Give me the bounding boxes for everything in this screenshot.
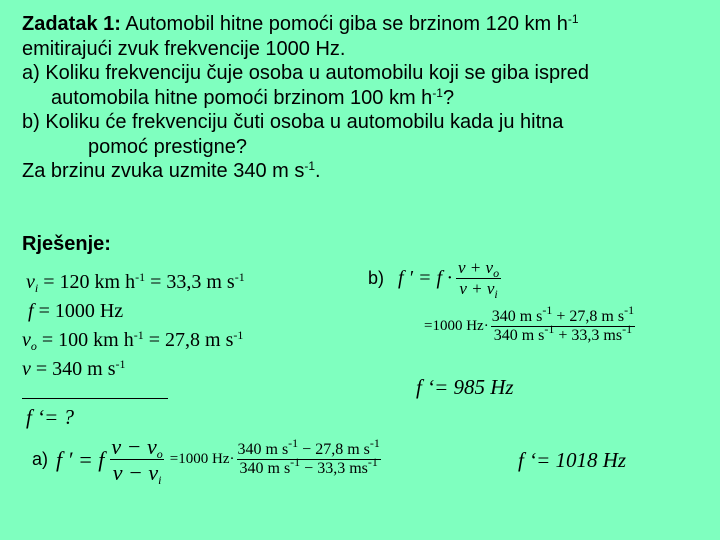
part-b-symbolic-fraction: $\frac{v + v_o}{v + v_i}$ <box>458 258 500 301</box>
problem-line-2: emitirajući zvuk frekvencije 1000 Hz. <box>22 37 346 60</box>
problem-line-5: b) Koliku će frekvenciju čuti osoba u automobilu kada ju hitna <box>22 111 564 133</box>
given-divider <box>22 398 168 399</box>
part-b-lhs: f ′ = f · <box>398 266 452 289</box>
problem-line-4: automobila hitne pomoći brzinom 100 km $h^{-1}$? <box>51 85 455 109</box>
problem-line-7: Za brzinu zvuka uzmite 340 m $s^{-1}$. <box>22 159 321 182</box>
solution-heading: Rješenje: <box>22 233 111 255</box>
problem-line-6: pomoć prestigne? <box>88 135 247 158</box>
part-b-numeric-fraction: $\frac{340 m s^{-1} + 27,8 m s^{-1}}{340 m s^{-1} + 33,3 ms^{-1}}$ <box>491 303 635 345</box>
problem-statement <box>22 12 589 184</box>
given-v: v = 340 m $s^{-1}$ <box>22 357 126 380</box>
part-b-substitution: =1000 Hz· $\frac{340 m s^{-1} + 27,8 m s^{-1}}{340 m s^{-1} + 33,3 ms^{-1}}$ <box>424 308 637 346</box>
task-label: Zadatak 1: <box>22 13 121 35</box>
part-b-formula <box>368 258 502 301</box>
unknown-quantity: f ‘= ? <box>26 405 74 429</box>
problem-line-1: Zadatak 1: Automobil hitne pomoći giba se brzinom 120 km $h^{-1}$ <box>22 12 579 35</box>
part-b-result: f ‘= 985 Hz <box>416 375 514 399</box>
given-vo: $v_o = 100$ km $h^{-1} = 27,8$ m $s^{-1}$ <box>22 328 244 353</box>
problem-line-3: a) Koliku frekvenciju čuje osoba u automobilu koji se giba ispred <box>22 62 589 84</box>
part-a-label: a) <box>32 449 49 470</box>
part-a-substitution: =1000 Hz· <box>169 451 235 468</box>
given-vi: $v_i = 120$ km $h^{-1} = 33,3$ m $s^{-1}$ <box>26 270 245 295</box>
part-a-formula <box>32 434 383 486</box>
part-a-symbolic-fraction: $\frac{v - v_o}{v - v_i}$ <box>111 434 163 488</box>
part-a-numeric-fraction: $\frac{340 m s^{-1} - 27,8 m s^{-1}}{340 m s^{-1} - 33,3 ms^{-1}}$ <box>237 435 380 478</box>
part-b-label: b) <box>368 267 385 288</box>
part-a-lhs: f ′ = f <box>56 446 105 472</box>
given-values <box>22 268 245 384</box>
part-a-result: f ‘= 1018 Hz <box>518 448 627 472</box>
given-f: f = 1000 Hz <box>28 300 124 322</box>
